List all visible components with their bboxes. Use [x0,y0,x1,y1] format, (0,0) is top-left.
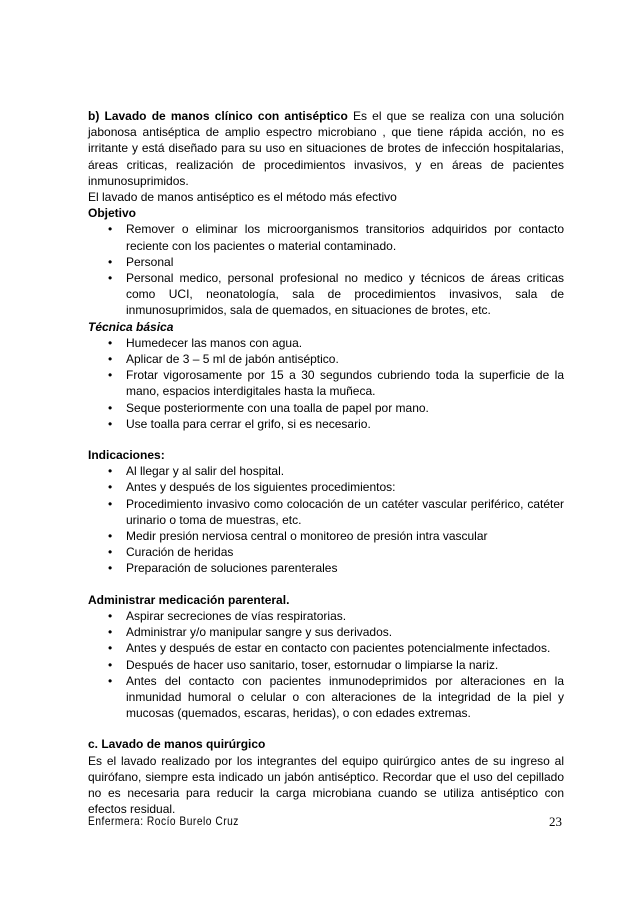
bullet-icon: • [108,271,113,286]
bullet-icon: • [108,673,113,688]
bullet-icon: • [108,496,113,511]
bullet-icon: • [108,335,113,350]
list-item: • Personal medico, personal profesional no medico y técnicos de áreas criticas como UCI, neonatología, sala de procedimientos invasivos, sala de inmunosuprimidos, sala de quemados, en situaciones de brotes, etc. [108,271,564,318]
section-b-intro-text: Es el que se realiza con una solución jabonosa antiséptica de amplio espectro microbiano , que tiene rápida acción, no es irritante y está diseñado para su uso en situaciones de brotes de infección hospitalarias, áreas criticas, realización de procedimientos invasivos, y en áreas de pacientes inmunosuprimidos. [88,109,564,188]
bullet-icon: • [108,561,113,576]
list-item: • Administrar y/o manipular sangre y sus derivados. [108,625,393,640]
section-c-title: c. Lavado de manos quirúrgico [88,737,266,752]
list-item: • Personal [108,254,174,269]
bullet-icon: • [108,529,113,544]
bullet-icon: • [108,222,113,237]
section-b-statement: El lavado de manos antiséptico es el método más efectivo [88,190,397,205]
list-item: • Frotar vigorosamente por 15 a 30 segundos cubriendo toda la superficie de la mano, espacios interdigitales hasta la muñeca. [108,368,564,399]
bullet-icon: • [108,480,113,495]
medicacion-list [88,608,564,721]
list-item: • Aspirar secreciones de vías respiratorias. [108,608,347,623]
section-c-body: Es el lavado realizado por los integrantes del equipo quirúrgico antes de su ingreso al quirófano, siempre esta indicado un jabón antiséptico. Recordar que el uso del cepillado no es necesaria para reducir la carga microbiana cuando se utiliza antiséptico con efectos residual. [88,753,564,817]
bullet-icon: • [108,464,113,479]
list-item: • Al llegar y al salir del hospital. [108,464,285,479]
bullet-icon: • [108,545,113,560]
footer-author: Enfermera: Rocío Burelo Cruz [88,814,239,828]
list-item: • Antes y después de los siguientes procedimientos: [108,480,396,495]
list-item: • Remover o eliminar los microorganismos transitorios adquiridos por contacto reciente con los pacientes o material contaminado. [108,222,564,253]
spacer [88,721,564,736]
medicacion-heading: Administrar medicación parenteral. [88,592,290,607]
bullet-icon: • [108,625,113,640]
section-b-title: b) Lavado de manos clínico con antiséptico [88,109,348,123]
list-item: • Medir presión nerviosa central o monitoreo de presión intra vascular [108,529,488,544]
list-item: • Antes y después de estar en contacto con pacientes potencialmente infectados. [108,641,551,656]
page-number: 23 [549,814,562,829]
bullet-icon: • [108,608,113,623]
objetivo-heading: Objetivo [88,206,137,221]
bullet-icon: • [108,416,113,431]
list-item: • Aplicar de 3 – 5 ml de jabón antiséptico. [108,352,339,367]
list-item: • Seque posteriormente con una toalla de papel por mano. [108,400,429,415]
page-content [88,108,564,817]
spacer [88,432,564,447]
spacer [88,577,564,592]
section-b-intro [88,108,564,189]
bullet-icon: • [108,400,113,415]
objetivo-list [88,221,564,318]
tecnica-heading: Técnica básica [88,319,174,334]
bullet-icon: • [108,368,113,383]
list-item: • Preparación de soluciones parenterales [108,561,338,576]
indicaciones-heading: Indicaciones: [88,448,165,463]
list-item: • Procedimiento invasivo como colocación de un catéter vascular periférico, catéter urinario o toma de muestras, etc. [108,496,564,527]
tecnica-list [88,335,564,432]
bullet-icon: • [108,641,113,656]
list-item: • Después de hacer uso sanitario, toser, estornudar o limpiarse la nariz. [108,657,499,672]
indicaciones-list [88,463,564,576]
list-item: • Use toalla para cerrar el grifo, si es necesario. [108,416,371,431]
list-item: • Humedecer las manos con agua. [108,335,303,350]
bullet-icon: • [108,657,113,672]
list-item: • Curación de heridas [108,545,234,560]
list-item: • Antes del contacto con pacientes inmunodeprimidos por alteraciones en la inmunidad humoral o celular o con alteraciones de la integridad de la piel y mucosas (quemados, escaras, heridas), o con edades extremas. [108,673,564,721]
bullet-icon: • [108,352,113,367]
bullet-icon: • [108,254,113,269]
